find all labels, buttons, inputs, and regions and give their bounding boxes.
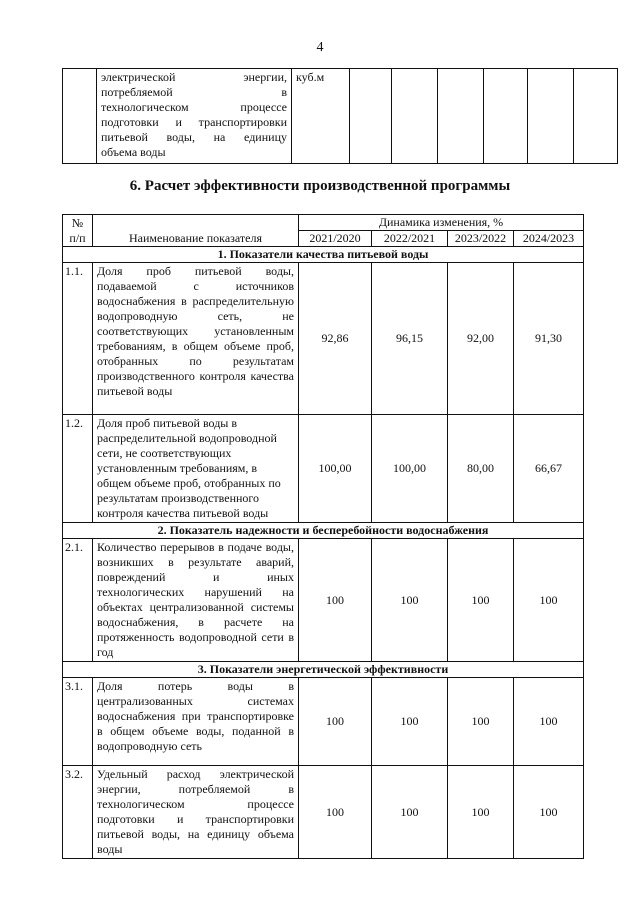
table-cell — [438, 69, 484, 164]
page-number: 4 — [316, 40, 324, 55]
unit-cell: куб.м — [292, 69, 350, 164]
value-cell: 100,00 — [372, 415, 448, 523]
header-number-line: п/п — [69, 231, 86, 245]
header-year: 2021/2020 — [299, 231, 372, 247]
header-year: 2023/2022 — [448, 231, 514, 247]
indicator-name: Доля проб питьевой воды в распределительной водопроводной сети, не соответствующих установленным требованиям, в общем объеме проб, отобранных по результатам производственного контроля качества питьевой воды — [93, 415, 299, 523]
value-cell: 92,00 — [448, 263, 514, 415]
value-cell: 80,00 — [448, 415, 514, 523]
row-index: 3.1. — [63, 678, 93, 766]
value-cell: 100 — [514, 766, 584, 859]
header-dynamics: Динамика изменения, % — [299, 215, 584, 231]
value-cell: 100 — [299, 766, 372, 859]
name-line: объема воды — [101, 145, 166, 159]
header-year: 2024/2023 — [514, 231, 584, 247]
header-year: 2022/2021 — [372, 231, 448, 247]
name-line: питьевой воды, на единицу — [101, 130, 287, 144]
table-row — [63, 539, 584, 662]
efficiency-table — [62, 214, 584, 859]
value-cell: 100 — [372, 678, 448, 766]
value-cell: 100 — [514, 539, 584, 662]
indicator-name-cell — [97, 69, 292, 164]
group-row — [63, 662, 584, 678]
table-row — [63, 766, 584, 859]
table-cell — [63, 69, 97, 164]
value-cell: 100 — [514, 678, 584, 766]
table-row — [63, 69, 618, 164]
name-line: электрической энергии, — [101, 70, 287, 84]
row-index: 3.2. — [63, 766, 93, 859]
table-row — [63, 415, 584, 523]
value-cell: 100 — [448, 678, 514, 766]
table-cell — [484, 69, 528, 164]
value-cell: 100 — [372, 766, 448, 859]
value-cell: 100 — [299, 678, 372, 766]
table-cell — [528, 69, 574, 164]
group-title: 1. Показатели качества питьевой воды — [63, 247, 584, 263]
indicator-name: Доля проб питьевой воды, подаваемой с источников водоснабжения в распределительную водопроводную сеть, не соответствующих установленным требованиям, в общем объеме проб, отобранных по результатам производственного контроля качества питьевой воды — [93, 263, 299, 415]
table-cell — [392, 69, 438, 164]
group-row — [63, 247, 584, 263]
name-line: потребляемой в — [101, 85, 287, 99]
row-index: 2.1. — [63, 539, 93, 662]
value-cell: 100 — [448, 766, 514, 859]
value-cell: 96,15 — [372, 263, 448, 415]
header-row — [63, 215, 584, 231]
header-number — [63, 215, 93, 247]
table-row — [63, 263, 584, 415]
name-line: технологическом процессе — [101, 100, 287, 114]
table-cell — [574, 69, 618, 164]
group-title: 3. Показатели энергетической эффективности — [63, 662, 584, 678]
table-cell — [350, 69, 392, 164]
continuation-table — [62, 68, 618, 164]
name-line: подготовки и транспортировки — [101, 115, 287, 129]
value-cell: 91,30 — [514, 263, 584, 415]
value-cell: 100 — [372, 539, 448, 662]
group-row — [63, 523, 584, 539]
table-row — [63, 678, 584, 766]
section-title: 6. Расчет эффективности производственной программы — [129, 178, 511, 194]
value-cell: 100,00 — [299, 415, 372, 523]
value-cell: 100 — [299, 539, 372, 662]
header-indicator-name: Наименование показателя — [93, 215, 299, 247]
row-index: 1.1. — [63, 263, 93, 415]
header-number-line: № — [71, 216, 84, 230]
value-cell: 66,67 — [514, 415, 584, 523]
group-title: 2. Показатель надежности и бесперебойности водоснабжения — [63, 523, 584, 539]
indicator-name: Доля потерь воды в централизованных системах водоснабжения при транспортировке в общем объеме воды, поданной в водопроводную сеть — [93, 678, 299, 766]
indicator-name: Количество перерывов в подаче воды, возникших в результате аварий, повреждений и иных технологических нарушений на объектах централизованной системы водоснабжения, в расчете на протяженность водопроводной сети в год — [93, 539, 299, 662]
value-cell: 100 — [448, 539, 514, 662]
indicator-name: Удельный расход электрической энергии, потребляемой в технологическом процессе подготовки и транспортировки питьевой воды, на единицу объема воды — [93, 766, 299, 859]
row-index: 1.2. — [63, 415, 93, 523]
value-cell: 92,86 — [299, 263, 372, 415]
